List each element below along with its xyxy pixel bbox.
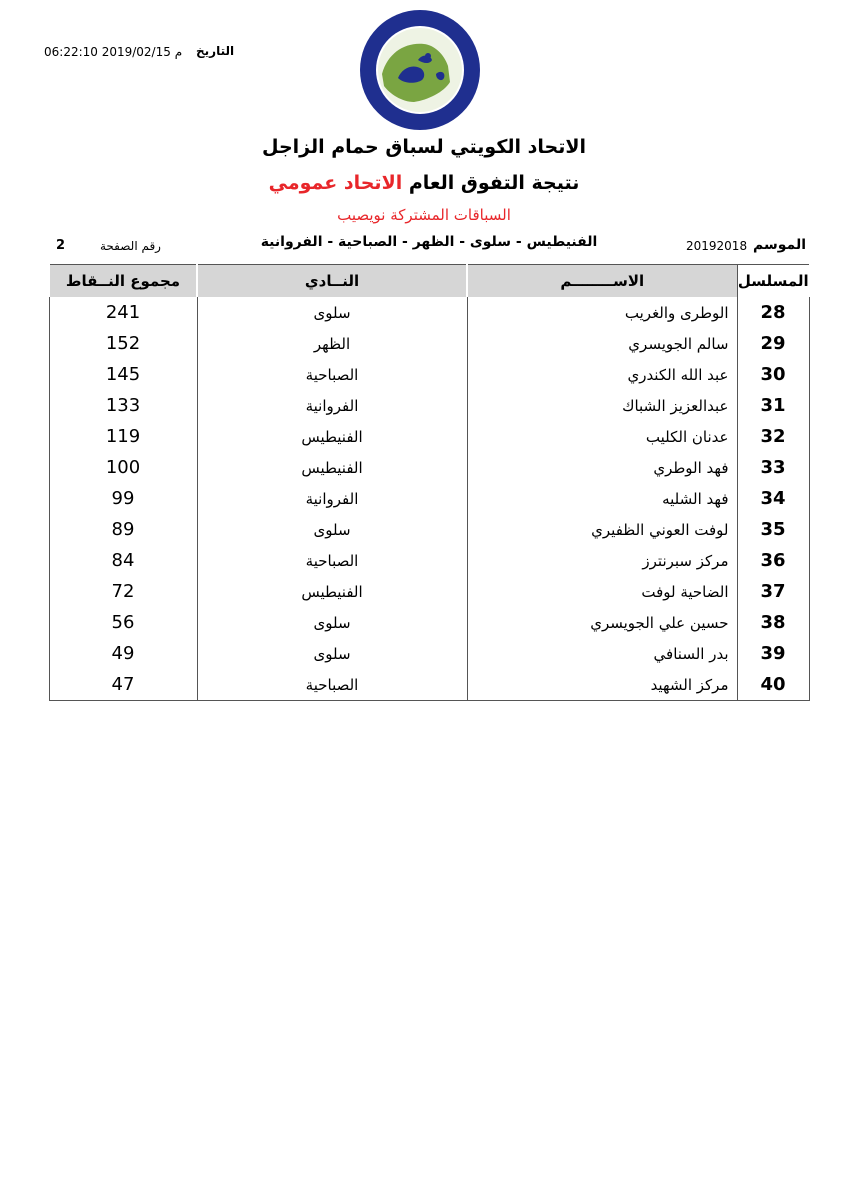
row-rank: 34 [737,483,809,514]
table-row [49,390,809,421]
page-title: الاتحاد الكويتي لسباق حمام الزاجل [261,136,587,158]
row-club: الفروانية [197,483,467,514]
row-rank: 36 [737,545,809,576]
season-value: 20192018 [686,239,748,253]
row-club: الفروانية [197,390,467,421]
row-club: الصباحية [197,669,467,701]
table-row [49,607,809,638]
row-rank: 39 [737,638,809,669]
row-club: الفنيطيس [197,421,467,452]
row-club: الفنيطيس [197,452,467,483]
row-name: حسين علي الجويسري [467,607,737,638]
row-name: مركز الشهيد [467,669,737,701]
page-number: 2 [56,238,66,253]
header-name: الاســــــــم [467,265,737,298]
row-points: 89 [49,514,197,545]
page-number-label: رقم الصفحة [100,239,161,253]
row-name: عبد الله الكندري [467,359,737,390]
row-points: 241 [49,297,197,328]
row-club: سلوى [197,297,467,328]
table-row [49,638,809,669]
row-club: الصباحية [197,359,467,390]
result-title-prefix: نتيجة التفوق العام [408,172,580,194]
table-row [49,421,809,452]
row-name: لوفت العوني الظفيري [467,514,737,545]
table-row [49,297,809,328]
table-row [49,483,809,514]
row-points: 152 [49,328,197,359]
federation-logo-icon [358,8,482,132]
row-points: 47 [49,669,197,701]
row-name: الوطرى والغريب [467,297,737,328]
row-club: الظهر [197,328,467,359]
row-rank: 30 [737,359,809,390]
row-name: مركز سبرنترز [467,545,737,576]
row-name: عدنان الكليب [467,421,737,452]
results-table [48,264,810,701]
clubs-list: الفنيطيس - سلوى - الظهر - الصباحية - الفروانية [260,234,598,250]
table-row [49,452,809,483]
row-club: سلوى [197,638,467,669]
row-club: الفنيطيس [197,576,467,607]
row-rank: 28 [737,297,809,328]
row-points: 133 [49,390,197,421]
row-name: فهد الوطري [467,452,737,483]
row-name: عبدالعزيز الشباك [467,390,737,421]
result-title-highlight: الاتحاد عمومي [268,172,403,194]
row-rank: 32 [737,421,809,452]
row-points: 119 [49,421,197,452]
row-points: 99 [49,483,197,514]
table-row [49,545,809,576]
row-name: بدر السنافي [467,638,737,669]
date-value: 06:22:10 2019/02/15 م [44,45,183,59]
results-table-container [48,264,808,712]
table-header-row [49,265,809,298]
section-title: السباقات المشتركة نويصيب [337,206,511,224]
row-club: الصباحية [197,545,467,576]
row-name: فهد الشليه [467,483,737,514]
row-rank: 33 [737,452,809,483]
table-row [49,328,809,359]
row-points: 84 [49,545,197,576]
row-points: 145 [49,359,197,390]
row-rank: 40 [737,669,809,701]
row-rank: 35 [737,514,809,545]
table-row [49,576,809,607]
date-label: التاريخ [196,44,235,58]
header-club: النــادي [197,265,467,298]
table-row [49,359,809,390]
federation-logo [358,8,482,132]
result-title [0,172,848,194]
table-row [49,669,809,701]
row-name: سالم الجويسري [467,328,737,359]
row-points: 100 [49,452,197,483]
row-name: الضاحية لوفت [467,576,737,607]
row-rank: 31 [737,390,809,421]
row-club: سلوى [197,514,467,545]
row-points: 56 [49,607,197,638]
row-rank: 38 [737,607,809,638]
row-points: 72 [49,576,197,607]
header-rank: المسلسل [737,265,809,298]
row-points: 49 [49,638,197,669]
row-rank: 37 [737,576,809,607]
header-points: مجموع النــقاط [49,265,197,298]
season-label: الموسم [753,237,806,253]
row-club: سلوى [197,607,467,638]
table-row [49,514,809,545]
row-rank: 29 [737,328,809,359]
